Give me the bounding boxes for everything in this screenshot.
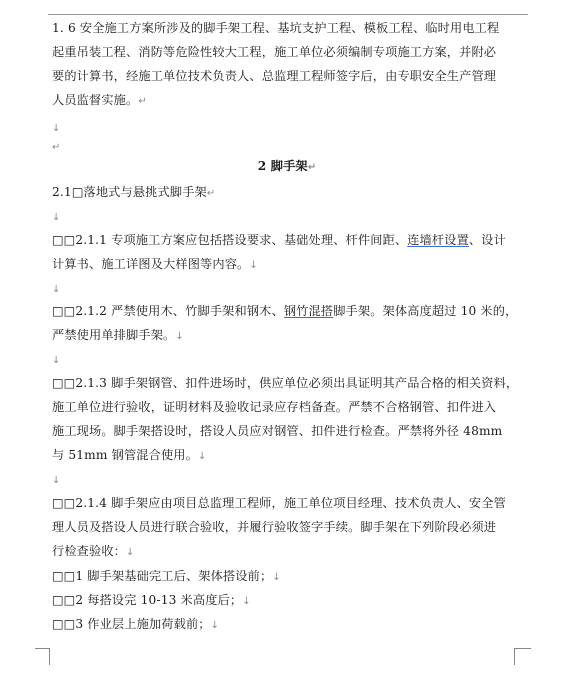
line-break-mark: ↓: [242, 596, 251, 607]
para-2-1-2-line-2: 严禁使用单排脚手架。↓: [52, 328, 184, 342]
para-1-6-line-4: 人员监督实施。↵: [52, 93, 147, 107]
para-2-1-3-line-2: 施工单位进行验收，证明材料及验收记录应存档备查。严禁不合格钢管、扣件进入: [52, 400, 497, 414]
paragraph-mark: ↵: [206, 188, 216, 199]
line-break-mark: ↓: [52, 355, 61, 366]
empty-line: [52, 138, 61, 156]
crop-mark-left: [35, 648, 50, 665]
para-2-1-1-line-1: □□2.1.1 专项施工方案应包括搭设要求、基础处理、杆件间距、连墙杆设置、设计: [52, 233, 506, 247]
empty-line: [52, 280, 61, 298]
header-rule: [48, 14, 528, 15]
para-2-1-3-line-3: 施工现场。脚手架搭设时，搭设人员应对钢管、扣件进行检查。严禁将外径 48mm: [52, 424, 503, 438]
paragraph-mark: ↵: [52, 142, 61, 153]
empty-line: [52, 471, 61, 489]
para-2-1-4-line-2: 理人员及搭设人员进行联合验收，并履行验收签字手续。脚手架在下列阶段必须进: [52, 520, 497, 534]
line-break-mark: ↓: [52, 212, 61, 223]
line-break-mark: ↓: [272, 572, 281, 583]
list-item: □□1 脚手架基础完工后、架体搭设前；↓: [52, 569, 281, 583]
line-break-mark: ↓: [52, 284, 61, 295]
list-item: □□2 每搭设完 10-13 米高度后；↓: [52, 593, 251, 607]
paragraph-mark: ↵: [138, 96, 147, 107]
line-break-mark: ↓: [249, 260, 258, 271]
line-break-mark: ↓: [175, 331, 184, 342]
empty-line: [52, 351, 61, 369]
para-1-6-line-1: 1. 6 安全施工方案所涉及的脚手架工程、基坑支护工程、模板工程、临时用电工程: [52, 21, 500, 35]
para-2-1-3-line-1: □□2.1.3 脚手架钢管、扣件进场时，供应单位必须出具证明其产品合格的相关资料，: [52, 376, 519, 390]
empty-line: [52, 119, 61, 137]
list-item: □□3 作业层上施加荷载前；↓: [52, 617, 220, 631]
para-2-1-1-line-2: 计算书、施工详图及大样图等内容。↓: [52, 257, 258, 271]
para-1-6-line-3: 要的计算书，经施工单位技术负责人、总监理工程师签字后，由专职安全生产管理: [52, 69, 497, 83]
underlined-term: 连墙杆设置: [407, 233, 469, 247]
crop-mark-right: [514, 648, 531, 665]
underlined-term: 钢竹混搭: [283, 304, 334, 318]
para-2-1-4-line-1: □□2.1.4 脚手架应由项目总监理工程师，施工单位项目经理、技术负责人、安全管: [52, 496, 506, 510]
section-2-heading: 2 脚手架↵: [257, 159, 317, 173]
line-break-mark: ↓: [52, 123, 61, 134]
paragraph-mark: ↵: [307, 162, 317, 173]
section-2-1-heading: 2.1□落地式与悬挑式脚手架↵: [52, 185, 216, 199]
empty-line: [52, 208, 61, 226]
para-1-6-line-2: 起重吊装工程、消防等危险性较大工程，施工单位必须编制专项施工方案，并附必: [52, 45, 497, 59]
line-break-mark: ↓: [197, 451, 207, 462]
line-break-mark: ↓: [210, 620, 220, 631]
para-2-1-2-line-1: □□2.1.2 严禁使用木、竹脚手架和钢木、钢竹混搭脚手架。架体高度超过 10 米的，: [52, 304, 518, 318]
para-2-1-4-line-3: 行检查验收：↓: [52, 544, 135, 558]
para-2-1-3-line-4: 与 51mm 钢管混合使用。↓: [52, 448, 207, 462]
line-break-mark: ↓: [52, 475, 61, 486]
line-break-mark: ↓: [126, 547, 135, 558]
